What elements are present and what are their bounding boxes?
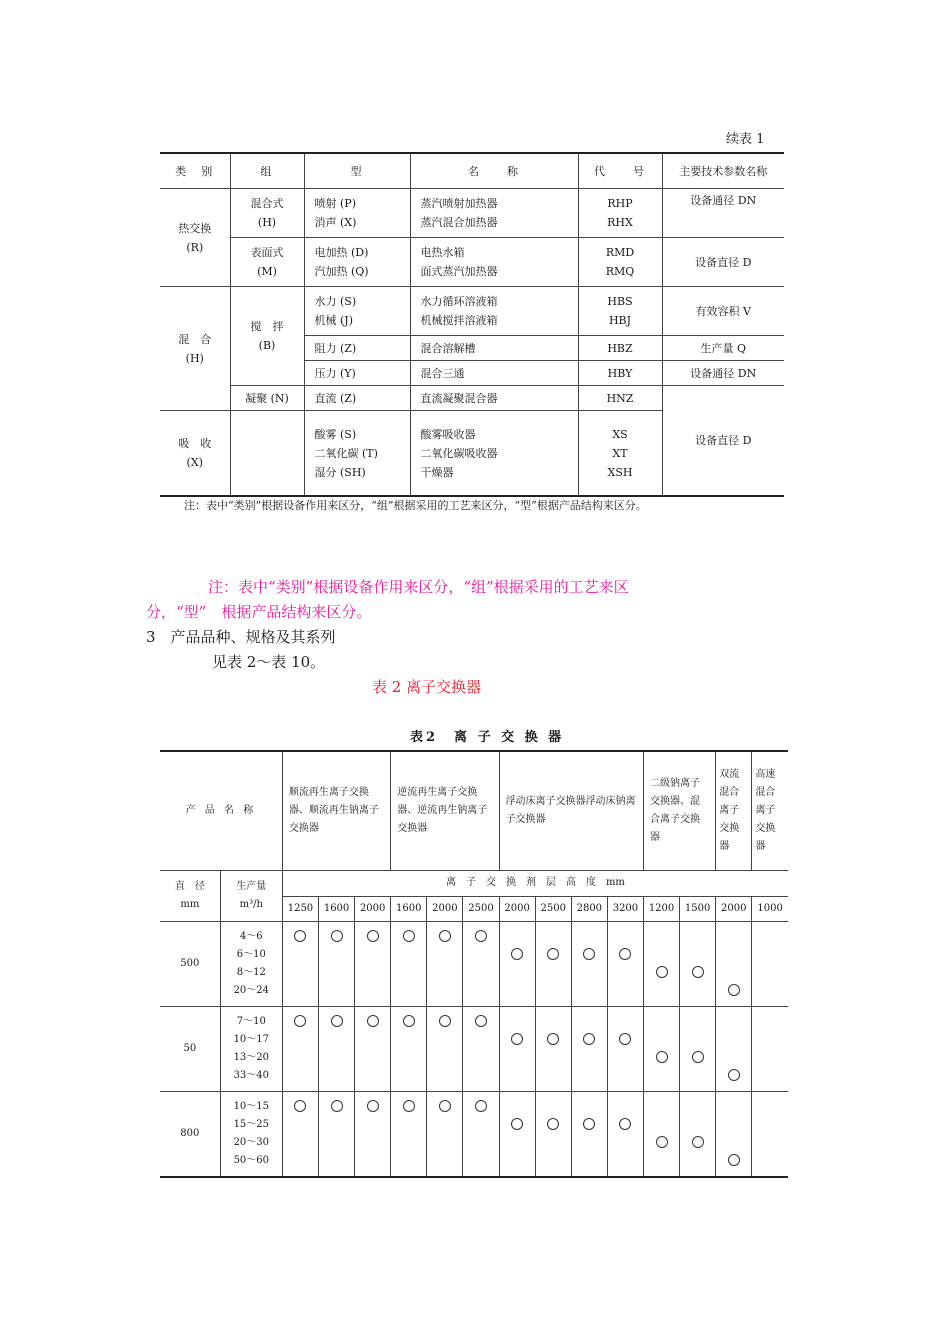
circle-marker-icon (331, 1100, 343, 1112)
note-text-line1: 注：表中“类别”根据设备作用来区分，“组”根据采用的工艺来区 (208, 578, 629, 596)
see-tables-text: 见表 2～表 10。 (212, 653, 326, 671)
name-cell: 机械搅拌溶液箱 (420, 314, 498, 327)
group-name: 搅 拌 (250, 320, 284, 333)
product-name: 高速混合离子交换器 (752, 751, 788, 871)
code-cell: RMD (605, 246, 635, 259)
marker-cell (319, 1007, 355, 1092)
marker-cell (643, 922, 679, 1007)
type-cell: 压力 (Y) (304, 361, 410, 386)
param-cell: 设备通径 DN (690, 194, 757, 207)
code-cell: HBZ (578, 336, 662, 361)
height-cell: 1600 (391, 896, 427, 922)
output-value: 20～24 (233, 985, 270, 996)
code-cell: RMQ (605, 265, 635, 278)
circle-marker-icon (547, 1033, 559, 1045)
marker-cell (391, 1007, 427, 1092)
marker-cell (391, 922, 427, 1007)
marker-cell (355, 1007, 391, 1092)
category-name: 混 合 (178, 332, 212, 346)
type-cell: 湿分 (SH) (314, 465, 366, 479)
circle-marker-icon (656, 966, 668, 978)
output-cell (220, 1092, 282, 1178)
table-row (160, 386, 784, 411)
diameter-label: 直 径 (174, 881, 205, 892)
output-value: 33～40 (233, 1070, 270, 1081)
category-code: (R) (186, 240, 204, 254)
circle-marker-icon (656, 1136, 668, 1148)
output-value: 13～20 (233, 1052, 270, 1063)
type-cell: 电加热 (D) (314, 246, 369, 259)
circle-marker-icon (511, 1033, 523, 1045)
group-code: (H) (257, 216, 277, 229)
circle-marker-icon (294, 1100, 306, 1112)
circle-marker-icon (294, 930, 306, 942)
marker-cell (716, 1092, 752, 1178)
circle-marker-icon (475, 930, 487, 942)
empty-cell (752, 922, 788, 1007)
height-label: 离 子 交 换 剂 层 高 度 mm (282, 871, 788, 897)
param-cell: 设备直径 D (662, 238, 784, 287)
output-cell (220, 922, 282, 1007)
name-cell: 电热水箱 (420, 246, 465, 259)
circle-marker-icon (583, 1118, 595, 1130)
circle-marker-icon (692, 966, 704, 978)
code-cell: HBS (607, 295, 633, 308)
marker-cell (427, 922, 463, 1007)
product-name: 顺流再生离子交换器、顺流再生钠离子交换器 (282, 751, 390, 871)
height-cell: 2000 (716, 896, 752, 922)
name-cell: 直流凝聚混合器 (410, 386, 578, 411)
output-value: 15～25 (233, 1119, 270, 1130)
table2-title: 表 2 离子交换器 (372, 678, 482, 696)
circle-marker-icon (511, 948, 523, 960)
group-code: (B) (258, 339, 276, 352)
height-cell: 1250 (282, 896, 318, 922)
marker-cell (463, 922, 499, 1007)
empty-cell (230, 411, 304, 497)
height-cell: 1500 (680, 896, 716, 922)
output-value: 20～30 (233, 1137, 270, 1148)
type-cell: 汽加热 (Q) (314, 265, 369, 278)
table-row (160, 922, 788, 1007)
table1-note: 注：表中“类别”根据设备作用来区分，“组”根据采用的工艺来区分，“型”根据产品结构来区分。 (184, 499, 647, 512)
circle-marker-icon (583, 948, 595, 960)
product-label: 产 品 名 称 (160, 751, 282, 871)
param-cell: 设备直径 D (662, 386, 784, 497)
marker-cell (571, 922, 607, 1007)
circle-marker-icon (692, 1136, 704, 1148)
marker-cell (680, 1092, 716, 1178)
marker-cell (535, 1007, 571, 1092)
circle-marker-icon (367, 930, 379, 942)
circle-marker-icon (294, 1015, 306, 1027)
type-cell: 酸雾 (S) (314, 427, 357, 441)
ion-exchanger-table (160, 750, 788, 1178)
header-param: 主要技术参数名称 (662, 153, 784, 189)
output-label: 生产量 (236, 881, 267, 892)
type-cell: 直流 (Z) (304, 386, 410, 411)
product-name: 二级钠离子交换器、混合离子交换器 (643, 751, 715, 871)
output-value: 8～12 (236, 967, 266, 978)
height-cell: 1200 (643, 896, 679, 922)
name-cell: 面式蒸汽加热器 (420, 265, 498, 278)
circle-marker-icon (367, 1100, 379, 1112)
marker-cell (535, 1092, 571, 1178)
marker-cell (607, 922, 643, 1007)
marker-cell (680, 922, 716, 1007)
marker-cell (643, 1007, 679, 1092)
header-category: 类 别 (160, 153, 230, 189)
marker-cell (355, 1092, 391, 1178)
marker-cell (391, 1092, 427, 1178)
table-row (160, 1007, 788, 1092)
marker-cell (499, 1007, 535, 1092)
circle-marker-icon (475, 1015, 487, 1027)
type-cell: 水力 (S) (314, 295, 357, 308)
group-code: (M) (257, 265, 277, 278)
table2-caption: 表2 离 子 交 换 器 (410, 730, 565, 745)
circle-marker-icon (619, 948, 631, 960)
param-cell: 生产量 Q (662, 336, 784, 361)
marker-cell (427, 1092, 463, 1178)
diameter-cell: 500 (160, 922, 220, 1007)
circle-marker-icon (403, 1015, 415, 1027)
category-code: (X) (186, 456, 203, 469)
marker-cell (535, 922, 571, 1007)
param-cell: 设备通径 DN (662, 361, 784, 386)
header-code: 代 号 (578, 153, 662, 189)
marker-cell (319, 1092, 355, 1178)
code-cell: RHP (607, 197, 633, 210)
height-cell: 2800 (571, 896, 607, 922)
table-row (160, 189, 784, 238)
marker-cell (427, 1007, 463, 1092)
circle-marker-icon (692, 1051, 704, 1063)
marker-cell (607, 1007, 643, 1092)
header-name: 名 称 (410, 153, 578, 189)
marker-cell (355, 922, 391, 1007)
code-cell: HBJ (608, 314, 632, 327)
marker-cell (282, 1092, 318, 1178)
code-cell: HNZ (578, 386, 662, 411)
product-row (160, 751, 788, 871)
classification-table (160, 152, 784, 497)
marker-cell (571, 1007, 607, 1092)
marker-cell (716, 922, 752, 1007)
type-cell: 消声 (X) (314, 216, 357, 229)
product-name: 逆流再生离子交换器、逆流再生钠离子交换器 (391, 751, 499, 871)
diameter-unit: mm (180, 899, 200, 910)
code-cell: HBY (578, 361, 662, 386)
circle-marker-icon (439, 930, 451, 942)
height-cell: 1000 (752, 896, 788, 922)
header-type: 型 (304, 153, 410, 189)
height-cell: 1600 (319, 896, 355, 922)
marker-cell (571, 1092, 607, 1178)
output-value: 10～15 (233, 1101, 270, 1112)
circle-marker-icon (619, 1118, 631, 1130)
output-value: 50～60 (233, 1155, 270, 1166)
circle-marker-icon (547, 948, 559, 960)
circle-marker-icon (331, 1015, 343, 1027)
circle-marker-icon (439, 1015, 451, 1027)
circle-marker-icon (475, 1100, 487, 1112)
code-cell: RHX (607, 216, 633, 229)
circle-marker-icon (728, 1069, 740, 1081)
marker-cell (499, 922, 535, 1007)
group-name: 凝聚 (N) (230, 386, 304, 411)
code-cell: XSH (607, 465, 633, 479)
circle-marker-icon (439, 1100, 451, 1112)
name-cell: 干燥器 (420, 465, 454, 479)
height-cell: 2000 (499, 896, 535, 922)
marker-cell (463, 1092, 499, 1178)
marker-cell (680, 1007, 716, 1092)
marker-cell (607, 1092, 643, 1178)
table1-header-row (160, 153, 784, 189)
type-cell: 机械 (J) (314, 314, 353, 327)
section-heading: 3 产品品种、规格及其系列 (146, 628, 336, 646)
name-cell: 二氧化碳吸收器 (420, 446, 498, 460)
type-cell: 二氧化碳 (T) (314, 446, 378, 460)
circle-marker-icon (367, 1015, 379, 1027)
output-value: 6～10 (236, 949, 266, 960)
name-cell: 混合溶解槽 (410, 336, 578, 361)
code-cell: XT (612, 446, 628, 460)
output-unit: m³/h (239, 899, 263, 910)
name-cell: 蒸汽喷射加热器 (420, 197, 498, 210)
product-name: 浮动床离子交换器浮动床钠离子交换器 (499, 751, 643, 871)
empty-cell (752, 1007, 788, 1092)
height-cell: 2500 (535, 896, 571, 922)
output-value: 10～17 (233, 1034, 270, 1045)
circle-marker-icon (403, 930, 415, 942)
marker-cell (282, 922, 318, 1007)
header-group: 组 (230, 153, 304, 189)
circle-marker-icon (619, 1033, 631, 1045)
diameter-cell: 800 (160, 1092, 220, 1178)
marker-cell (319, 922, 355, 1007)
type-cell: 喷射 (P) (314, 197, 356, 210)
marker-cell (463, 1007, 499, 1092)
height-label-row (160, 871, 788, 897)
circle-marker-icon (728, 1154, 740, 1166)
code-cell: XS (612, 427, 628, 441)
category-name: 热交换 (178, 221, 212, 235)
group-name: 混合式 (250, 197, 284, 210)
height-cell: 2000 (355, 896, 391, 922)
marker-cell (282, 1007, 318, 1092)
marker-cell (716, 1007, 752, 1092)
name-cell: 混合三通 (410, 361, 578, 386)
circle-marker-icon (656, 1051, 668, 1063)
name-cell: 蒸汽混合加热器 (420, 216, 498, 229)
circle-marker-icon (583, 1033, 595, 1045)
category-code: (H) (185, 351, 204, 365)
empty-cell (752, 1092, 788, 1178)
height-cell: 2500 (463, 896, 499, 922)
output-cell (220, 1007, 282, 1092)
name-cell: 水力循环溶液箱 (420, 295, 498, 308)
product-name: 双流混合离子交换器 (716, 751, 752, 871)
circle-marker-icon (547, 1118, 559, 1130)
circle-marker-icon (728, 984, 740, 996)
param-cell: 有效容积 V (662, 287, 784, 336)
height-cell: 2000 (427, 896, 463, 922)
table1-caption: 续表 1 (726, 132, 765, 147)
group-name: 表面式 (250, 246, 284, 259)
height-cell: 3200 (607, 896, 643, 922)
note-text-line2: 分，“型” 根据产品结构来区分。 (146, 603, 372, 621)
circle-marker-icon (331, 930, 343, 942)
type-cell: 阻力 (Z) (304, 336, 410, 361)
marker-cell (499, 1092, 535, 1178)
table-row (160, 1092, 788, 1178)
marker-cell (643, 1092, 679, 1178)
category-name: 吸 收 (178, 437, 212, 450)
circle-marker-icon (511, 1118, 523, 1130)
table-row (160, 238, 784, 287)
name-cell: 酸雾吸收器 (420, 427, 476, 441)
table-row (160, 287, 784, 336)
output-value: 4～6 (239, 931, 263, 942)
output-value: 7～10 (236, 1016, 266, 1027)
diameter-cell: 50 (160, 1007, 220, 1092)
circle-marker-icon (403, 1100, 415, 1112)
